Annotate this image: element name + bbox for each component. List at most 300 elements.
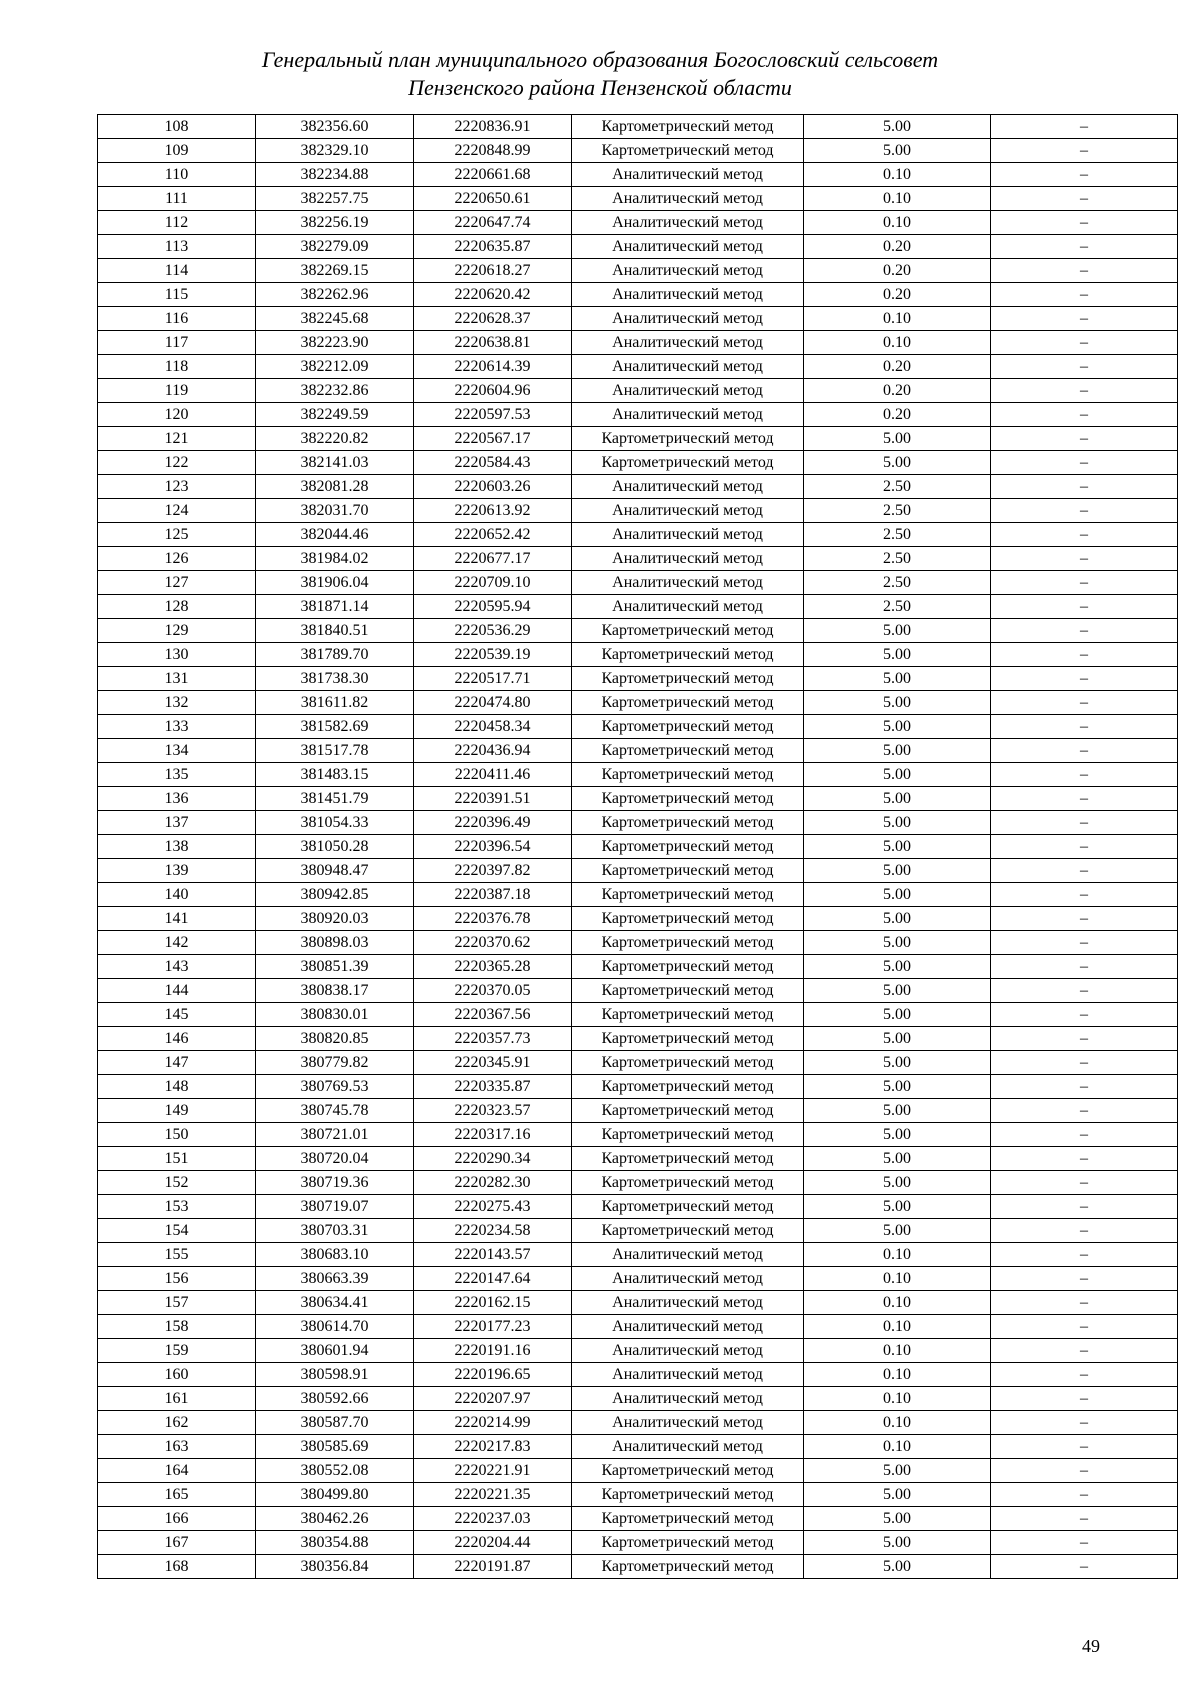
table-row: [98, 115, 1178, 139]
accuracy-cell: 2.50: [804, 523, 991, 547]
accuracy-cell: 2.50: [804, 595, 991, 619]
note-cell: –: [991, 1435, 1178, 1459]
accuracy-cell: 0.10: [804, 1387, 991, 1411]
x-coordinate-cell: 380356.84: [256, 1555, 414, 1579]
point-number-cell: 114: [98, 259, 256, 283]
point-number-cell: 112: [98, 211, 256, 235]
note-cell: –: [991, 283, 1178, 307]
table-row: [98, 643, 1178, 667]
method-cell: Картометрический метод: [572, 115, 804, 139]
y-coordinate-cell: 2220323.57: [414, 1099, 572, 1123]
accuracy-cell: 2.50: [804, 547, 991, 571]
table-row: [98, 1027, 1178, 1051]
method-cell: Картометрический метод: [572, 451, 804, 475]
y-coordinate-cell: 2220196.65: [414, 1363, 572, 1387]
note-cell: –: [991, 355, 1178, 379]
point-number-cell: 128: [98, 595, 256, 619]
note-cell: –: [991, 739, 1178, 763]
accuracy-cell: 5.00: [804, 859, 991, 883]
x-coordinate-cell: 380830.01: [256, 1003, 414, 1027]
table-row: [98, 931, 1178, 955]
x-coordinate-cell: 382031.70: [256, 499, 414, 523]
y-coordinate-cell: 2220603.26: [414, 475, 572, 499]
table-row: [98, 1099, 1178, 1123]
y-coordinate-cell: 2220367.56: [414, 1003, 572, 1027]
point-number-cell: 159: [98, 1339, 256, 1363]
x-coordinate-cell: 380948.47: [256, 859, 414, 883]
method-cell: Картометрический метод: [572, 139, 804, 163]
point-number-cell: 158: [98, 1315, 256, 1339]
table-row: [98, 235, 1178, 259]
accuracy-cell: 5.00: [804, 1555, 991, 1579]
method-cell: Аналитический метод: [572, 331, 804, 355]
x-coordinate-cell: 380720.04: [256, 1147, 414, 1171]
x-coordinate-cell: 380719.36: [256, 1171, 414, 1195]
table-row: [98, 1531, 1178, 1555]
table-row: [98, 763, 1178, 787]
method-cell: Картометрический метод: [572, 1051, 804, 1075]
accuracy-cell: 0.20: [804, 283, 991, 307]
point-number-cell: 147: [98, 1051, 256, 1075]
note-cell: –: [991, 523, 1178, 547]
note-cell: –: [991, 139, 1178, 163]
accuracy-cell: 5.00: [804, 1459, 991, 1483]
y-coordinate-cell: 2220391.51: [414, 787, 572, 811]
x-coordinate-cell: 380779.82: [256, 1051, 414, 1075]
accuracy-cell: 5.00: [804, 1531, 991, 1555]
table-row: [98, 1075, 1178, 1099]
accuracy-cell: 5.00: [804, 115, 991, 139]
table-row: [98, 595, 1178, 619]
y-coordinate-cell: 2220411.46: [414, 763, 572, 787]
point-number-cell: 162: [98, 1411, 256, 1435]
table-row: [98, 403, 1178, 427]
method-cell: Картометрический метод: [572, 667, 804, 691]
y-coordinate-cell: 2220436.94: [414, 739, 572, 763]
y-coordinate-cell: 2220207.97: [414, 1387, 572, 1411]
x-coordinate-cell: 381517.78: [256, 739, 414, 763]
accuracy-cell: 5.00: [804, 427, 991, 451]
note-cell: –: [991, 1531, 1178, 1555]
table-row: [98, 1267, 1178, 1291]
note-cell: –: [991, 835, 1178, 859]
x-coordinate-cell: 381738.30: [256, 667, 414, 691]
accuracy-cell: 2.50: [804, 499, 991, 523]
accuracy-cell: 0.10: [804, 187, 991, 211]
accuracy-cell: 5.00: [804, 643, 991, 667]
x-coordinate-cell: 381611.82: [256, 691, 414, 715]
accuracy-cell: 5.00: [804, 1483, 991, 1507]
y-coordinate-cell: 2220290.34: [414, 1147, 572, 1171]
method-cell: Картометрический метод: [572, 691, 804, 715]
table-row: [98, 1507, 1178, 1531]
point-number-cell: 125: [98, 523, 256, 547]
note-cell: –: [991, 715, 1178, 739]
accuracy-cell: 5.00: [804, 955, 991, 979]
x-coordinate-cell: 381050.28: [256, 835, 414, 859]
table-row: [98, 283, 1178, 307]
point-number-cell: 160: [98, 1363, 256, 1387]
method-cell: Картометрический метод: [572, 1003, 804, 1027]
note-cell: –: [991, 1483, 1178, 1507]
note-cell: –: [991, 163, 1178, 187]
table-row: [98, 1459, 1178, 1483]
method-cell: Аналитический метод: [572, 547, 804, 571]
x-coordinate-cell: 380585.69: [256, 1435, 414, 1459]
method-cell: Аналитический метод: [572, 355, 804, 379]
x-coordinate-cell: 380683.10: [256, 1243, 414, 1267]
method-cell: Картометрический метод: [572, 715, 804, 739]
table-row: [98, 1291, 1178, 1315]
y-coordinate-cell: 2220613.92: [414, 499, 572, 523]
note-cell: –: [991, 1195, 1178, 1219]
point-number-cell: 154: [98, 1219, 256, 1243]
accuracy-cell: 5.00: [804, 835, 991, 859]
x-coordinate-cell: 380719.07: [256, 1195, 414, 1219]
note-cell: –: [991, 1099, 1178, 1123]
point-number-cell: 130: [98, 643, 256, 667]
x-coordinate-cell: 382262.96: [256, 283, 414, 307]
x-coordinate-cell: 381840.51: [256, 619, 414, 643]
header-title-line-2: Пензенского района Пензенской области: [408, 75, 792, 100]
accuracy-cell: 5.00: [804, 811, 991, 835]
accuracy-cell: 5.00: [804, 691, 991, 715]
method-cell: Аналитический метод: [572, 1339, 804, 1363]
y-coordinate-cell: 2220237.03: [414, 1507, 572, 1531]
method-cell: Картометрический метод: [572, 835, 804, 859]
table-row: [98, 163, 1178, 187]
note-cell: –: [991, 307, 1178, 331]
y-coordinate-cell: 2220147.64: [414, 1267, 572, 1291]
accuracy-cell: 0.10: [804, 307, 991, 331]
point-number-cell: 140: [98, 883, 256, 907]
note-cell: –: [991, 1147, 1178, 1171]
table-row: [98, 379, 1178, 403]
point-number-cell: 119: [98, 379, 256, 403]
accuracy-cell: 5.00: [804, 1123, 991, 1147]
y-coordinate-cell: 2220661.68: [414, 163, 572, 187]
x-coordinate-cell: 382257.75: [256, 187, 414, 211]
y-coordinate-cell: 2220618.27: [414, 259, 572, 283]
x-coordinate-cell: 380920.03: [256, 907, 414, 931]
table-row: [98, 1315, 1178, 1339]
x-coordinate-cell: 381906.04: [256, 571, 414, 595]
x-coordinate-cell: 382245.68: [256, 307, 414, 331]
x-coordinate-cell: 380634.41: [256, 1291, 414, 1315]
method-cell: Аналитический метод: [572, 1435, 804, 1459]
y-coordinate-cell: 2220647.74: [414, 211, 572, 235]
y-coordinate-cell: 2220217.83: [414, 1435, 572, 1459]
x-coordinate-cell: 381483.15: [256, 763, 414, 787]
x-coordinate-cell: 380601.94: [256, 1339, 414, 1363]
table-row: [98, 1339, 1178, 1363]
table-row: [98, 859, 1178, 883]
x-coordinate-cell: 381984.02: [256, 547, 414, 571]
accuracy-cell: 5.00: [804, 907, 991, 931]
y-coordinate-cell: 2220162.15: [414, 1291, 572, 1315]
method-cell: Аналитический метод: [572, 1291, 804, 1315]
method-cell: Картометрический метод: [572, 739, 804, 763]
method-cell: Картометрический метод: [572, 787, 804, 811]
y-coordinate-cell: 2220677.17: [414, 547, 572, 571]
point-number-cell: 167: [98, 1531, 256, 1555]
x-coordinate-cell: 380942.85: [256, 883, 414, 907]
x-coordinate-cell: 382279.09: [256, 235, 414, 259]
table-row: [98, 811, 1178, 835]
accuracy-cell: 5.00: [804, 139, 991, 163]
y-coordinate-cell: 2220458.34: [414, 715, 572, 739]
x-coordinate-cell: 382212.09: [256, 355, 414, 379]
point-number-cell: 152: [98, 1171, 256, 1195]
point-number-cell: 168: [98, 1555, 256, 1579]
method-cell: Картометрический метод: [572, 1531, 804, 1555]
y-coordinate-cell: 2220282.30: [414, 1171, 572, 1195]
y-coordinate-cell: 2220848.99: [414, 139, 572, 163]
y-coordinate-cell: 2220709.10: [414, 571, 572, 595]
accuracy-cell: 5.00: [804, 715, 991, 739]
method-cell: Аналитический метод: [572, 1387, 804, 1411]
table-row: [98, 835, 1178, 859]
x-coordinate-cell: 382234.88: [256, 163, 414, 187]
y-coordinate-cell: 2220836.91: [414, 115, 572, 139]
x-coordinate-cell: 380820.85: [256, 1027, 414, 1051]
method-cell: Аналитический метод: [572, 499, 804, 523]
table-row: [98, 1411, 1178, 1435]
note-cell: –: [991, 907, 1178, 931]
x-coordinate-cell: 380838.17: [256, 979, 414, 1003]
point-number-cell: 155: [98, 1243, 256, 1267]
x-coordinate-cell: 382249.59: [256, 403, 414, 427]
x-coordinate-cell: 380614.70: [256, 1315, 414, 1339]
accuracy-cell: 2.50: [804, 571, 991, 595]
x-coordinate-cell: 382223.90: [256, 331, 414, 355]
point-number-cell: 129: [98, 619, 256, 643]
accuracy-cell: 5.00: [804, 1027, 991, 1051]
point-number-cell: 153: [98, 1195, 256, 1219]
method-cell: Аналитический метод: [572, 1267, 804, 1291]
accuracy-cell: 0.20: [804, 355, 991, 379]
accuracy-cell: 5.00: [804, 1075, 991, 1099]
y-coordinate-cell: 2220567.17: [414, 427, 572, 451]
y-coordinate-cell: 2220595.94: [414, 595, 572, 619]
point-number-cell: 120: [98, 403, 256, 427]
x-coordinate-cell: 380851.39: [256, 955, 414, 979]
accuracy-cell: 0.20: [804, 403, 991, 427]
table-row: [98, 1171, 1178, 1195]
table-row: [98, 883, 1178, 907]
x-coordinate-cell: 380587.70: [256, 1411, 414, 1435]
y-coordinate-cell: 2220652.42: [414, 523, 572, 547]
method-cell: Картометрический метод: [572, 1099, 804, 1123]
note-cell: –: [991, 1003, 1178, 1027]
method-cell: Аналитический метод: [572, 523, 804, 547]
note-cell: –: [991, 1555, 1178, 1579]
y-coordinate-cell: 2220370.05: [414, 979, 572, 1003]
y-coordinate-cell: 2220221.35: [414, 1483, 572, 1507]
point-number-cell: 109: [98, 139, 256, 163]
y-coordinate-cell: 2220387.18: [414, 883, 572, 907]
note-cell: –: [991, 811, 1178, 835]
y-coordinate-cell: 2220143.57: [414, 1243, 572, 1267]
point-number-cell: 150: [98, 1123, 256, 1147]
note-cell: –: [991, 787, 1178, 811]
x-coordinate-cell: 382356.60: [256, 115, 414, 139]
table-row: [98, 1387, 1178, 1411]
note-cell: –: [991, 1027, 1178, 1051]
table-row: [98, 1003, 1178, 1027]
point-number-cell: 157: [98, 1291, 256, 1315]
method-cell: Картометрический метод: [572, 1195, 804, 1219]
x-coordinate-cell: 380721.01: [256, 1123, 414, 1147]
note-cell: –: [991, 931, 1178, 955]
point-number-cell: 163: [98, 1435, 256, 1459]
x-coordinate-cell: 380462.26: [256, 1507, 414, 1531]
point-number-cell: 126: [98, 547, 256, 571]
note-cell: –: [991, 955, 1178, 979]
point-number-cell: 156: [98, 1267, 256, 1291]
note-cell: –: [991, 211, 1178, 235]
point-number-cell: 138: [98, 835, 256, 859]
method-cell: Аналитический метод: [572, 1363, 804, 1387]
x-coordinate-cell: 380663.39: [256, 1267, 414, 1291]
method-cell: Картометрический метод: [572, 1171, 804, 1195]
table-row: [98, 619, 1178, 643]
note-cell: –: [991, 1219, 1178, 1243]
table-row: [98, 427, 1178, 451]
point-number-cell: 142: [98, 931, 256, 955]
method-cell: Картометрический метод: [572, 979, 804, 1003]
x-coordinate-cell: 380552.08: [256, 1459, 414, 1483]
method-cell: Картометрический метод: [572, 763, 804, 787]
method-cell: Картометрический метод: [572, 619, 804, 643]
note-cell: –: [991, 235, 1178, 259]
point-number-cell: 149: [98, 1099, 256, 1123]
point-number-cell: 166: [98, 1507, 256, 1531]
note-cell: –: [991, 571, 1178, 595]
x-coordinate-cell: 382081.28: [256, 475, 414, 499]
note-cell: –: [991, 115, 1178, 139]
accuracy-cell: 0.20: [804, 379, 991, 403]
table-row: [98, 979, 1178, 1003]
method-cell: Аналитический метод: [572, 235, 804, 259]
x-coordinate-cell: 381789.70: [256, 643, 414, 667]
accuracy-cell: 5.00: [804, 667, 991, 691]
method-cell: Аналитический метод: [572, 571, 804, 595]
accuracy-cell: 5.00: [804, 787, 991, 811]
note-cell: –: [991, 1387, 1178, 1411]
note-cell: –: [991, 1267, 1178, 1291]
point-number-cell: 141: [98, 907, 256, 931]
method-cell: Аналитический метод: [572, 1315, 804, 1339]
y-coordinate-cell: 2220604.96: [414, 379, 572, 403]
table-row: [98, 139, 1178, 163]
note-cell: –: [991, 763, 1178, 787]
point-number-cell: 116: [98, 307, 256, 331]
y-coordinate-cell: 2220638.81: [414, 331, 572, 355]
y-coordinate-cell: 2220177.23: [414, 1315, 572, 1339]
point-number-cell: 117: [98, 331, 256, 355]
note-cell: –: [991, 1507, 1178, 1531]
point-number-cell: 127: [98, 571, 256, 595]
method-cell: Картометрический метод: [572, 811, 804, 835]
note-cell: –: [991, 619, 1178, 643]
accuracy-cell: 0.10: [804, 331, 991, 355]
y-coordinate-cell: 2220345.91: [414, 1051, 572, 1075]
note-cell: –: [991, 427, 1178, 451]
note-cell: –: [991, 1291, 1178, 1315]
point-number-cell: 123: [98, 475, 256, 499]
y-coordinate-cell: 2220214.99: [414, 1411, 572, 1435]
accuracy-cell: 0.10: [804, 163, 991, 187]
x-coordinate-cell: 380769.53: [256, 1075, 414, 1099]
header-title-line-1: Генеральный план муниципального образования Богословский сельсовет: [261, 47, 939, 72]
y-coordinate-cell: 2220635.87: [414, 235, 572, 259]
table-row: [98, 1195, 1178, 1219]
point-number-cell: 122: [98, 451, 256, 475]
x-coordinate-cell: 380703.31: [256, 1219, 414, 1243]
accuracy-cell: 0.10: [804, 1291, 991, 1315]
table-row: [98, 571, 1178, 595]
table-row: [98, 1555, 1178, 1579]
table-row: [98, 715, 1178, 739]
method-cell: Аналитический метод: [572, 1411, 804, 1435]
accuracy-cell: 5.00: [804, 1507, 991, 1531]
accuracy-cell: 0.20: [804, 235, 991, 259]
accuracy-cell: 0.10: [804, 1411, 991, 1435]
y-coordinate-cell: 2220357.73: [414, 1027, 572, 1051]
table-row: [98, 1051, 1178, 1075]
table-row: [98, 1483, 1178, 1507]
y-coordinate-cell: 2220396.54: [414, 835, 572, 859]
table-row: [98, 667, 1178, 691]
point-number-cell: 145: [98, 1003, 256, 1027]
method-cell: Картометрический метод: [572, 1555, 804, 1579]
accuracy-cell: 0.10: [804, 211, 991, 235]
note-cell: –: [991, 643, 1178, 667]
accuracy-cell: 5.00: [804, 763, 991, 787]
note-cell: –: [991, 1243, 1178, 1267]
table-row: [98, 955, 1178, 979]
method-cell: Картометрический метод: [572, 955, 804, 979]
y-coordinate-cell: 2220628.37: [414, 307, 572, 331]
x-coordinate-cell: 380499.80: [256, 1483, 414, 1507]
point-number-cell: 139: [98, 859, 256, 883]
method-cell: Аналитический метод: [572, 283, 804, 307]
table-row: [98, 499, 1178, 523]
accuracy-cell: 5.00: [804, 979, 991, 1003]
point-number-cell: 165: [98, 1483, 256, 1507]
point-number-cell: 115: [98, 283, 256, 307]
note-cell: –: [991, 259, 1178, 283]
coordinates-table: [97, 114, 1178, 1579]
y-coordinate-cell: 2220474.80: [414, 691, 572, 715]
point-number-cell: 108: [98, 115, 256, 139]
method-cell: Картометрический метод: [572, 643, 804, 667]
x-coordinate-cell: 381451.79: [256, 787, 414, 811]
point-number-cell: 118: [98, 355, 256, 379]
y-coordinate-cell: 2220370.62: [414, 931, 572, 955]
method-cell: Картометрический метод: [572, 883, 804, 907]
method-cell: Аналитический метод: [572, 1243, 804, 1267]
note-cell: –: [991, 595, 1178, 619]
point-number-cell: 121: [98, 427, 256, 451]
y-coordinate-cell: 2220221.91: [414, 1459, 572, 1483]
x-coordinate-cell: 382220.82: [256, 427, 414, 451]
page-header: [0, 46, 1200, 102]
x-coordinate-cell: 382232.86: [256, 379, 414, 403]
accuracy-cell: 5.00: [804, 883, 991, 907]
note-cell: –: [991, 1411, 1178, 1435]
